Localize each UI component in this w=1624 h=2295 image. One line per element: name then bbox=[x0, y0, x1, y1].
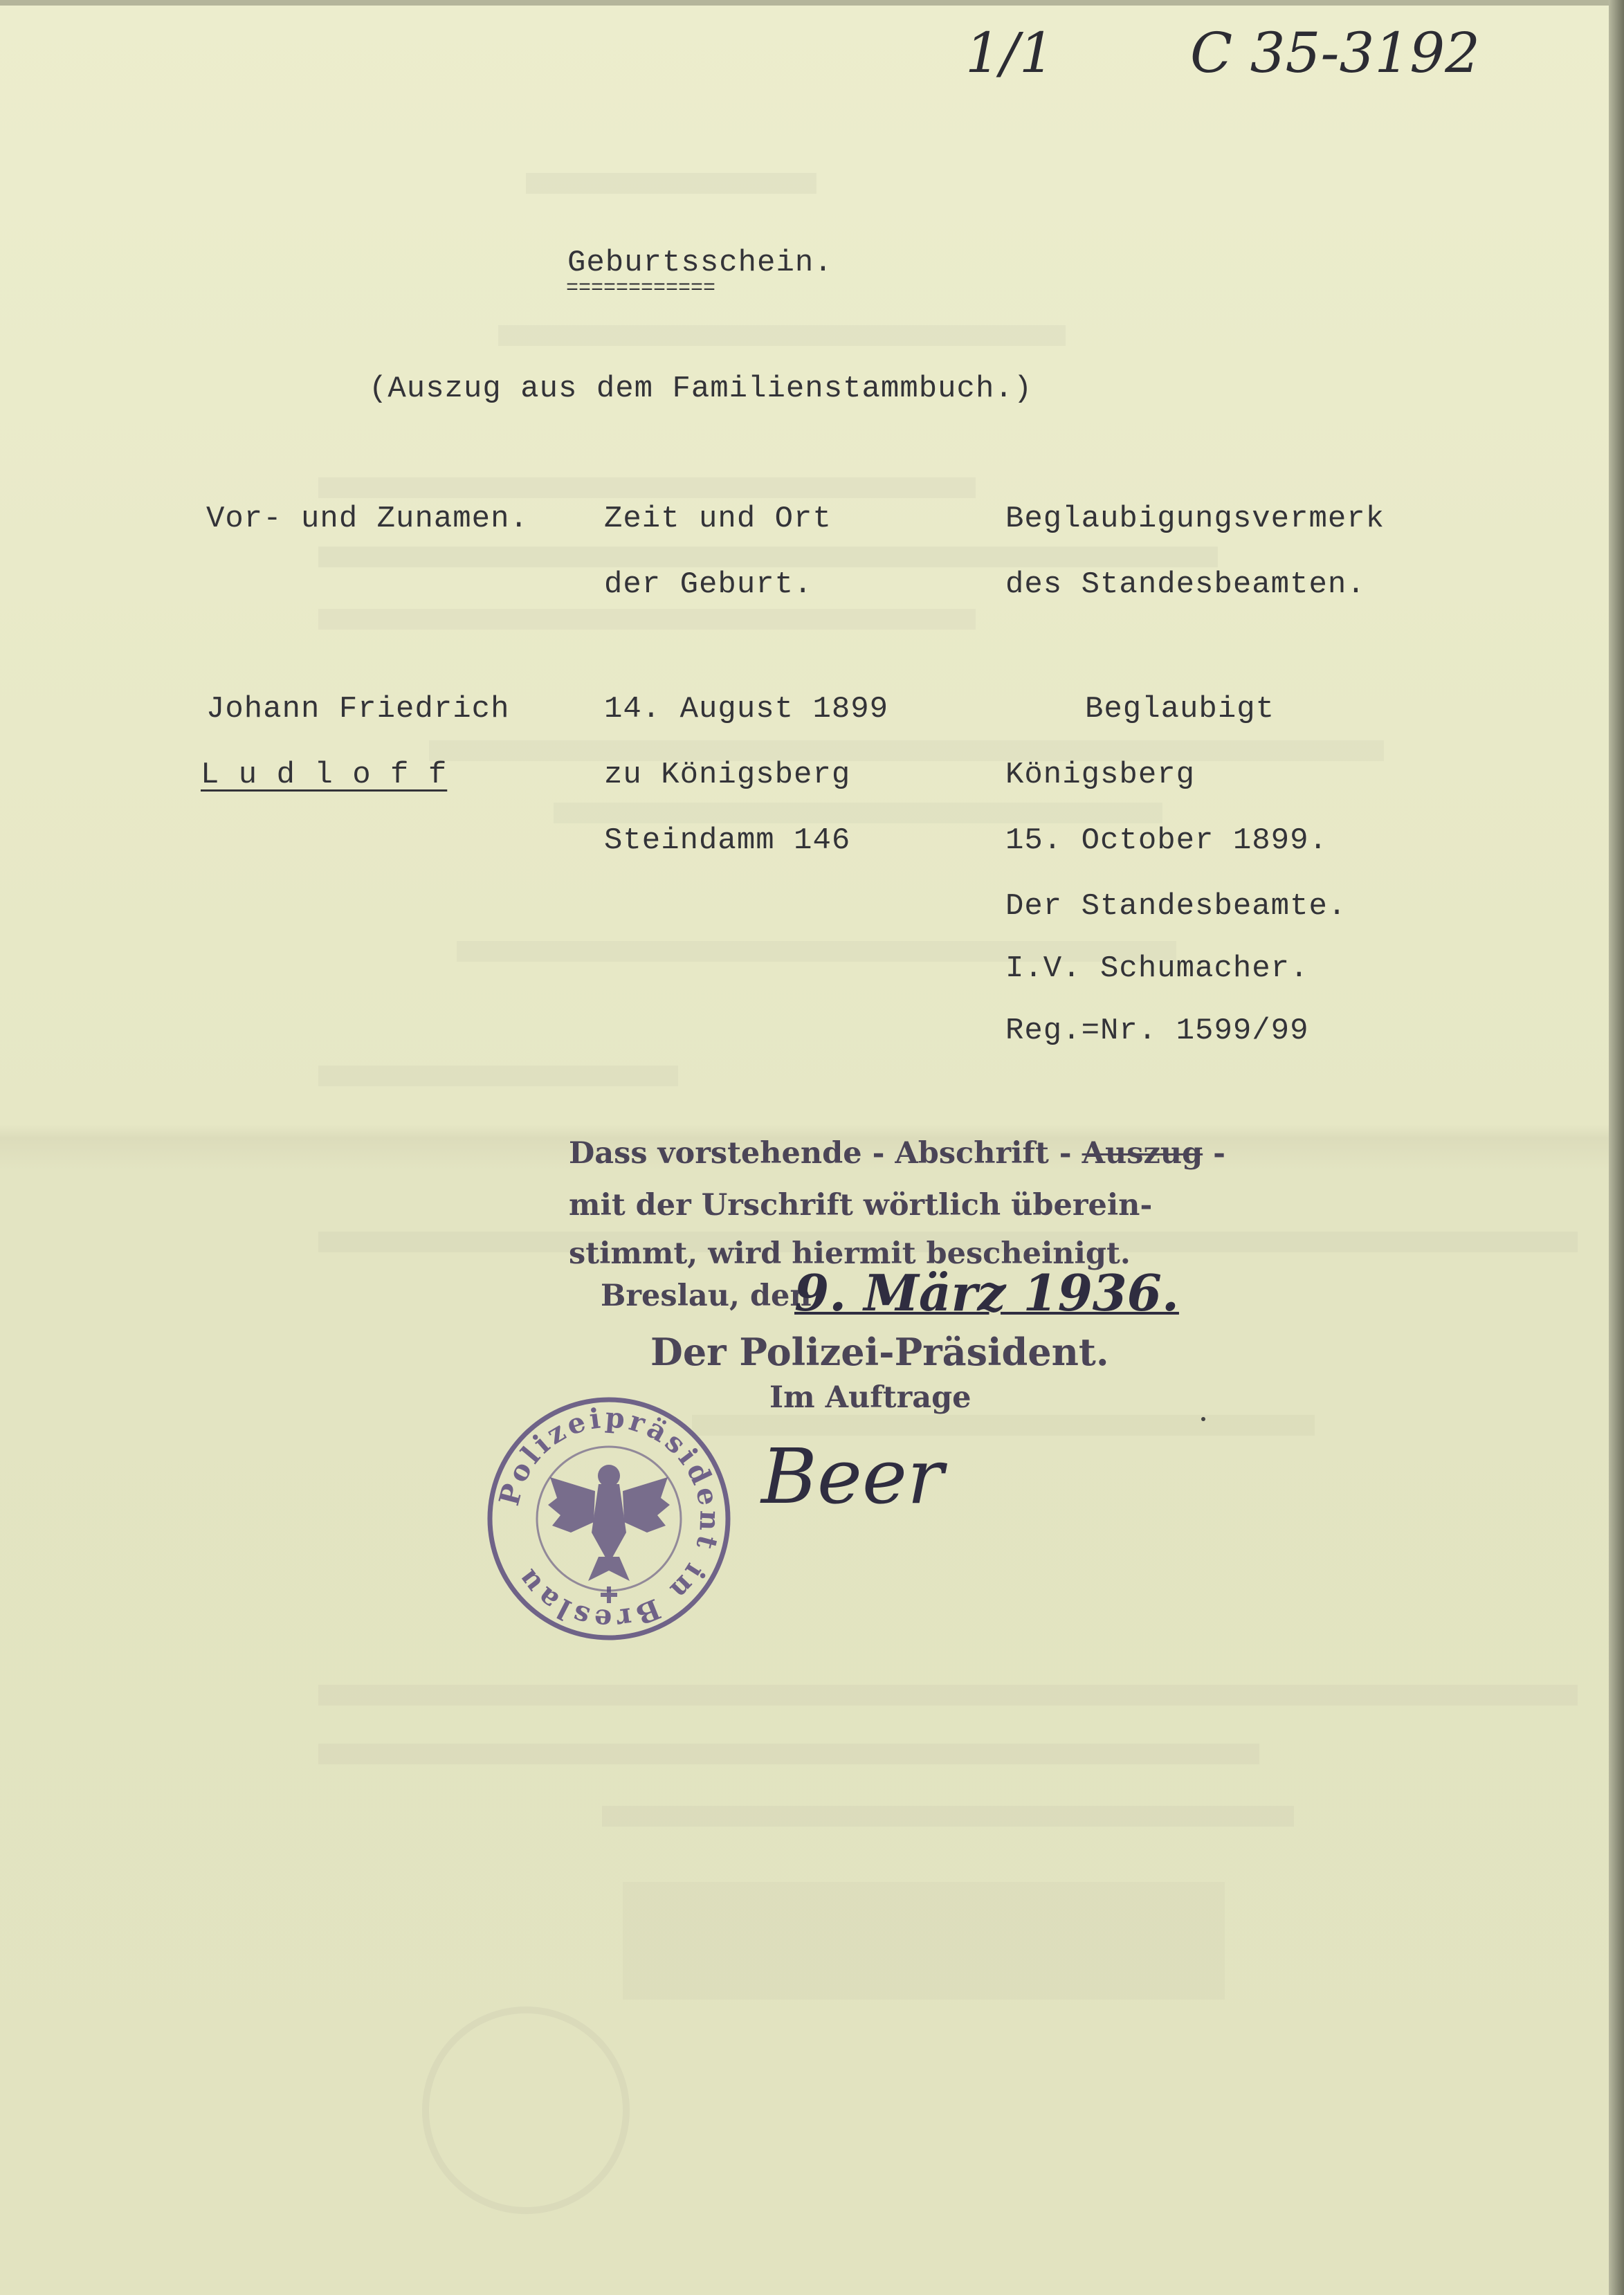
on-behalf-label: Im Auftrage bbox=[769, 1380, 971, 1415]
authority-title: Der Polizei-Präsident. bbox=[650, 1330, 1109, 1374]
surname: L u d l o f f bbox=[201, 758, 448, 792]
certified-label: Beglaubigt bbox=[1085, 692, 1275, 726]
certification-place: Breslau, den bbox=[601, 1279, 812, 1313]
birth-address: Steindamm 146 bbox=[604, 823, 851, 858]
archive-page-mark: 1/1 bbox=[965, 21, 1055, 85]
paper-top-edge bbox=[0, 0, 1624, 6]
certification-line-1-text: Dass vorstehende - Abschrift - bbox=[569, 1136, 1082, 1171]
handwritten-signature: Beer bbox=[761, 1432, 944, 1521]
archive-reference-mark: C 35-3192 bbox=[1190, 21, 1481, 85]
ink-dot bbox=[1201, 1417, 1205, 1421]
certification-place: Königsberg bbox=[1005, 758, 1196, 792]
column-header-birth-2: der Geburt. bbox=[604, 567, 813, 602]
certification-line-1-end: - bbox=[1203, 1136, 1226, 1171]
column-header-names: Vor- und Zunamen. bbox=[206, 502, 529, 536]
birth-place: zu Königsberg bbox=[604, 758, 851, 792]
column-header-birth-1: Zeit und Ort bbox=[604, 502, 832, 536]
certification-place-date bbox=[601, 1279, 812, 1313]
certification-line-2: mit der Urschrift wörtlich überein- bbox=[569, 1188, 1153, 1223]
title-double-underline: ============ bbox=[566, 277, 716, 300]
certification-line-3: stimmt, wird hiermit bescheinigt. bbox=[569, 1236, 1131, 1271]
document-subtitle: (Auszug aus dem Familienstammbuch.) bbox=[369, 372, 1033, 406]
struck-word: Auszug bbox=[1082, 1136, 1203, 1171]
official-stamp bbox=[484, 1394, 733, 1643]
registrar-signature-typed: I.V. Schumacher. bbox=[1005, 951, 1309, 986]
eagle-icon bbox=[548, 1465, 670, 1581]
registrar-title: Der Standesbeamte. bbox=[1005, 889, 1347, 924]
birth-date: 14. August 1899 bbox=[604, 692, 889, 726]
handwritten-date: 9. März 1936. bbox=[794, 1263, 1179, 1322]
column-header-cert-2: des Standesbeamten. bbox=[1005, 567, 1366, 602]
document-title: Geburtsschein. bbox=[567, 246, 833, 280]
paper-right-edge bbox=[1609, 0, 1624, 2295]
official-stamp-graphic bbox=[484, 1394, 733, 1643]
column-header-cert-1: Beglaubigungsvermerk bbox=[1005, 502, 1385, 536]
certification-date: 15. October 1899. bbox=[1005, 823, 1328, 858]
stamp-text: Polizeipräsident in Breslau bbox=[493, 1401, 727, 1636]
registration-number: Reg.=Nr. 1599/99 bbox=[1005, 1014, 1309, 1048]
given-names: Johann Friedrich bbox=[206, 692, 510, 726]
emblem-mark-icon bbox=[601, 1587, 617, 1603]
certification-line-1 bbox=[569, 1136, 1225, 1171]
